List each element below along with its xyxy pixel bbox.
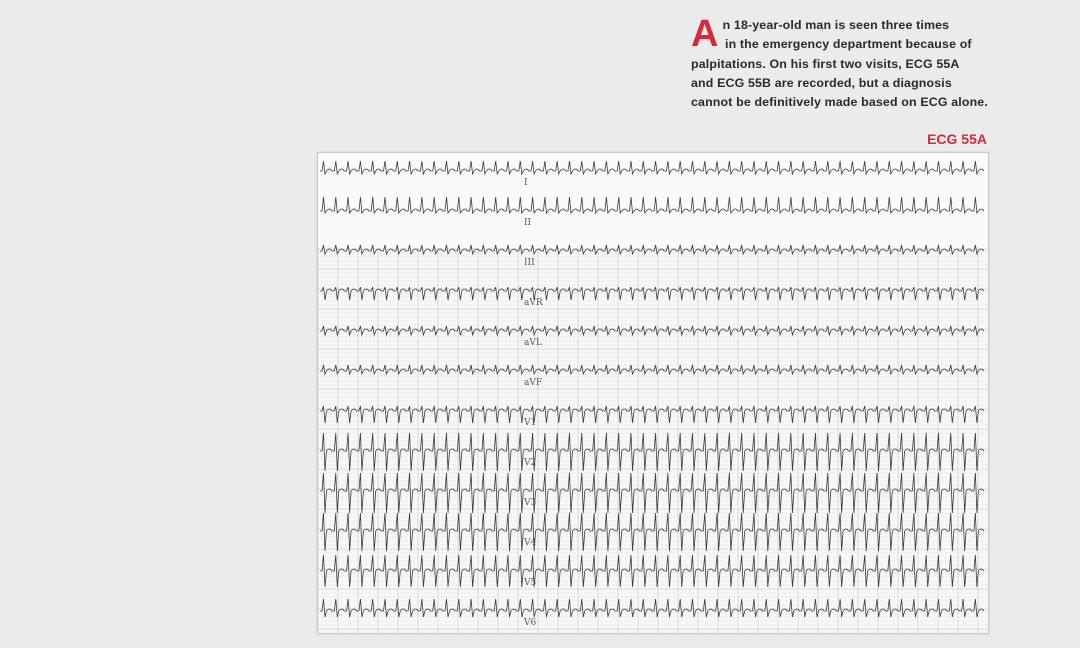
- lead-label-avl: aVL: [524, 338, 542, 348]
- lead-trace-avl: [320, 326, 984, 335]
- lead-trace-avf: [320, 365, 984, 374]
- lead-trace-v4: [320, 513, 984, 551]
- lead-trace-v5: [320, 555, 984, 587]
- lead-label-v2: V2: [524, 458, 537, 468]
- intro-line-5: cannot be definitively made based on ECG alone.: [691, 95, 988, 110]
- lead-label-avf: aVF: [524, 378, 543, 388]
- lead-trace-iii: [320, 245, 984, 254]
- lead-label-avr: aVR: [524, 298, 543, 308]
- lead-trace-i: [320, 161, 984, 174]
- intro-paragraph: [691, 13, 991, 112]
- lead-trace-v2: [320, 433, 984, 471]
- figure-label: ECG 55A: [927, 131, 987, 147]
- ecg-figure: [317, 152, 989, 634]
- lead-label-v3: V3: [524, 498, 537, 508]
- lead-trace-ii: [320, 197, 984, 213]
- lead-label-v4: V4: [524, 538, 537, 548]
- intro-line-2: in the emergency department because of: [725, 37, 972, 52]
- ecg-grid: [318, 248, 988, 633]
- lead-label-ii: II: [524, 218, 532, 228]
- lead-trace-v6: [320, 599, 984, 617]
- lead-label-v6: V6: [524, 618, 537, 628]
- lead-label-iii: III: [524, 258, 535, 268]
- ecg-tracing: [318, 153, 988, 633]
- lead-label-v5: V5: [524, 578, 537, 588]
- intro-line-3: palpitations. On his first two visits, ECG 55A: [691, 56, 960, 71]
- lead-label-v1: V1: [524, 418, 537, 428]
- intro-line-1: n 18-year-old man is seen three times: [722, 18, 950, 32]
- intro-line-4: and ECG 55B are recorded, but a diagnosis: [691, 75, 952, 90]
- lead-label-i: I: [524, 178, 528, 188]
- drop-cap: A: [691, 13, 719, 55]
- lead-trace-v1: [320, 406, 984, 423]
